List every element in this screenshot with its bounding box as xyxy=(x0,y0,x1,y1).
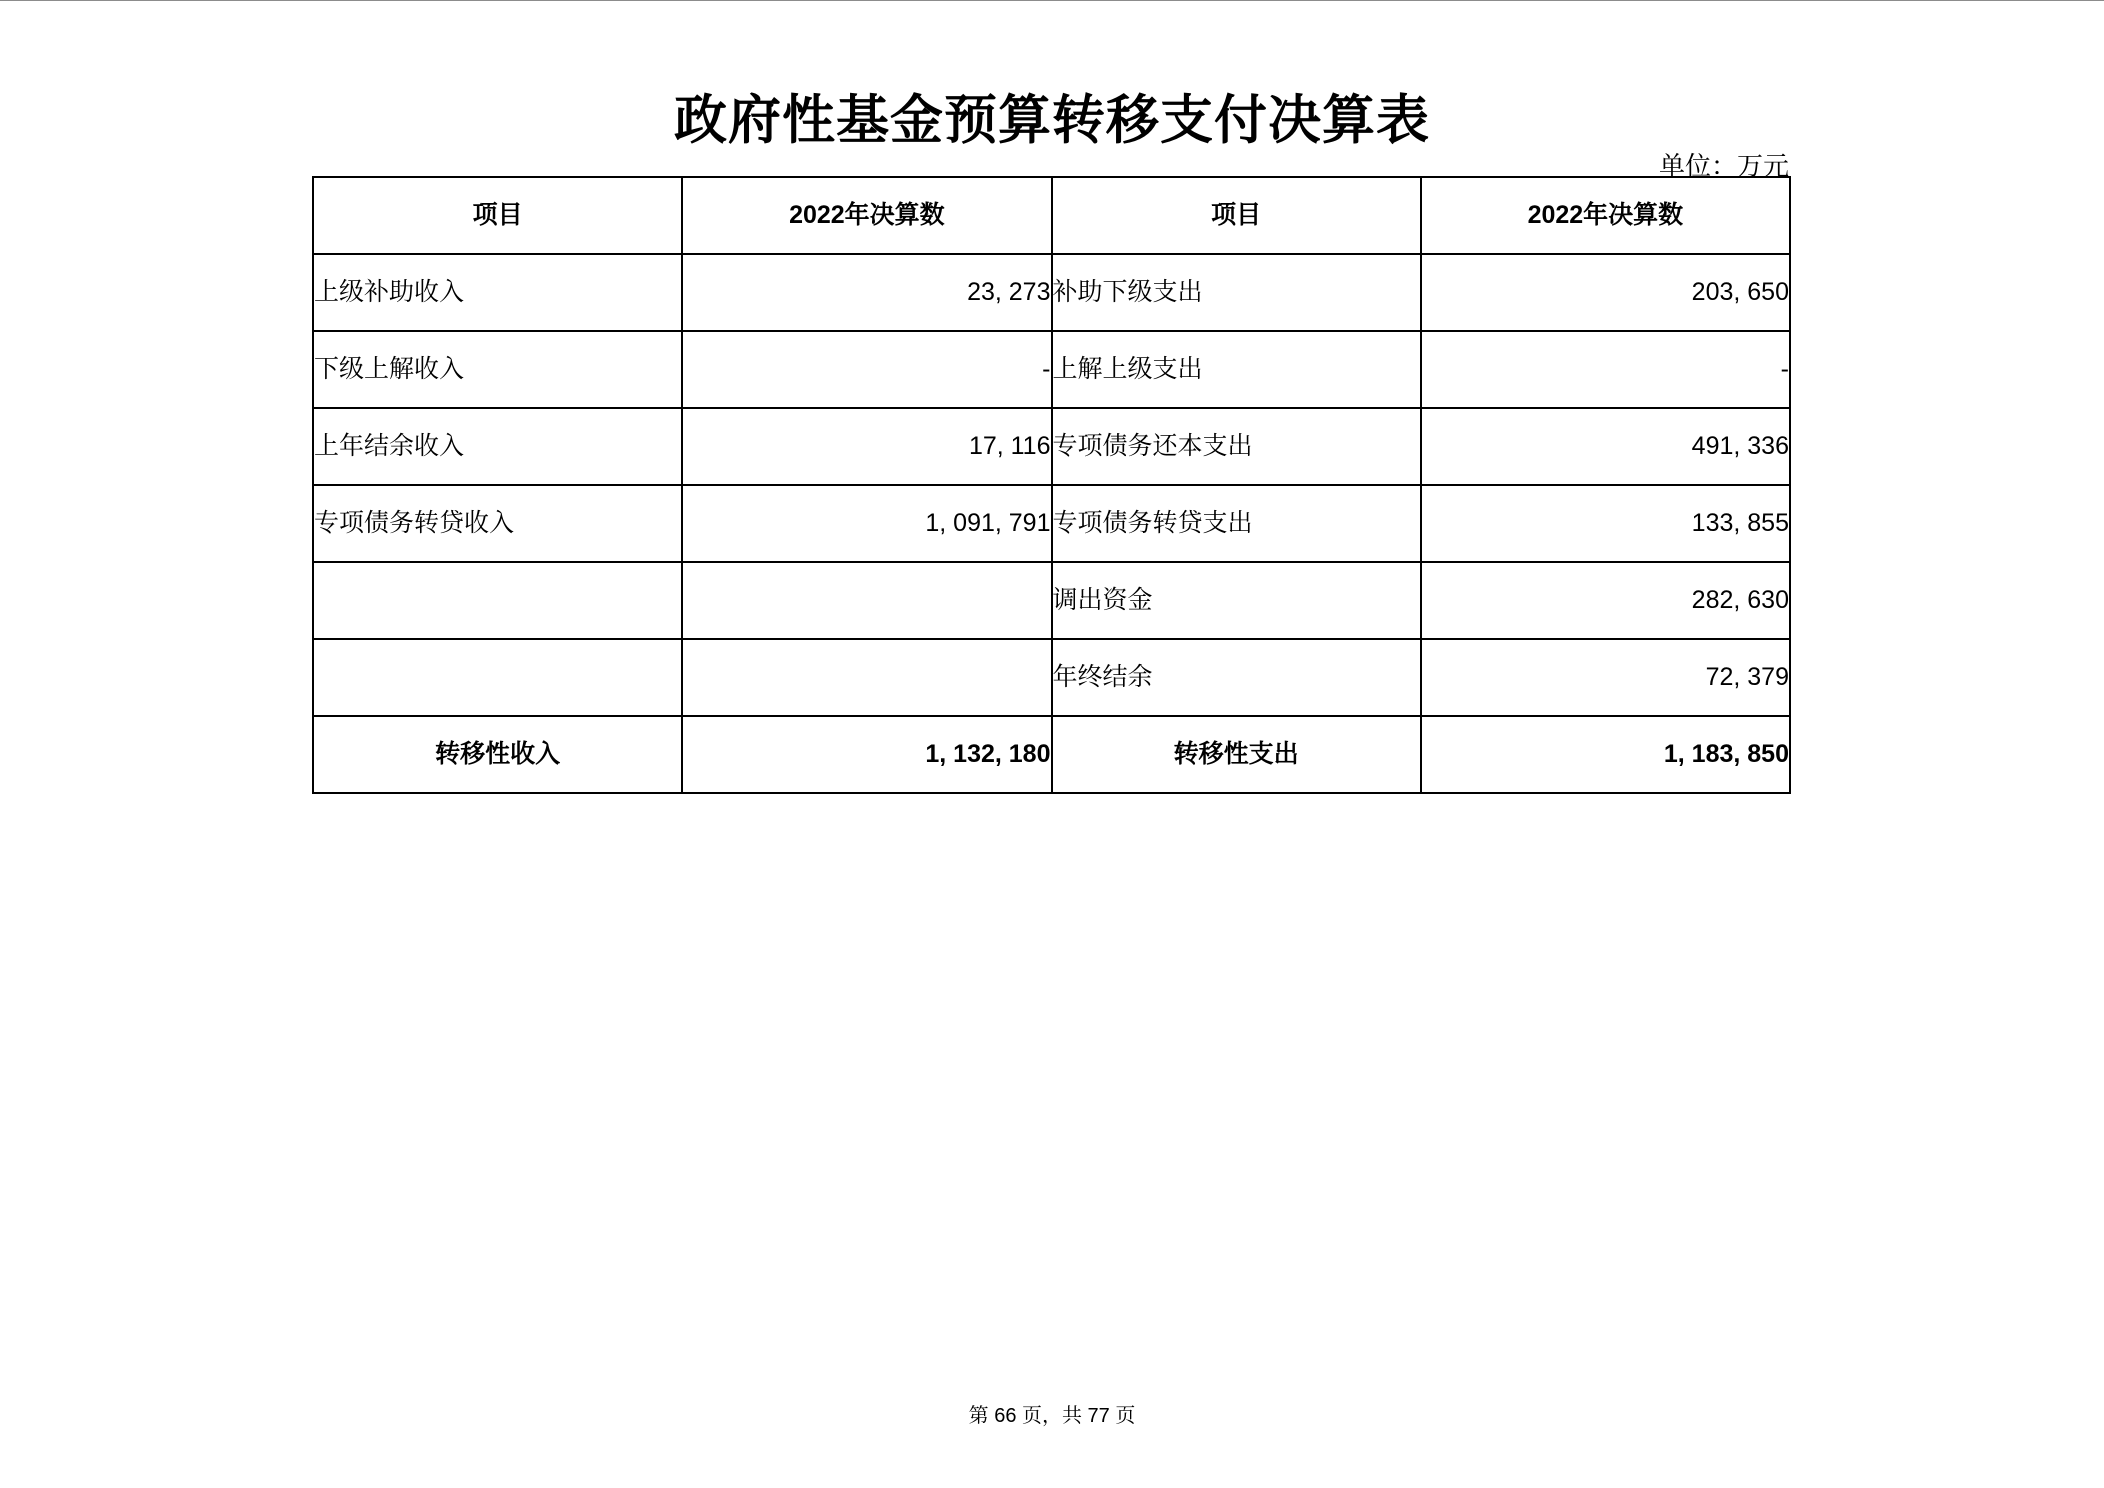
total-income-value: 1, 132, 180 xyxy=(682,716,1051,793)
right-value-cell: 282, 630 xyxy=(1421,562,1790,639)
left-item-cell: 上级补助收入 xyxy=(313,254,682,331)
left-item-cell xyxy=(313,639,682,716)
header-item-left: 项目 xyxy=(313,177,682,254)
top-border-rule xyxy=(0,0,2104,1)
table-row xyxy=(313,331,1790,408)
left-value-cell: 17, 116 xyxy=(682,408,1051,485)
total-expense-value: 1, 183, 850 xyxy=(1421,716,1790,793)
left-value-cell xyxy=(682,639,1051,716)
right-item-cell: 专项债务转贷支出 xyxy=(1052,485,1421,562)
header-value-left: 2022年决算数 xyxy=(682,177,1051,254)
table-row xyxy=(313,639,1790,716)
right-item-cell: 年终结余 xyxy=(1052,639,1421,716)
page-title: 政府性基金预算转移支付决算表 xyxy=(674,91,1430,150)
transfer-payment-table xyxy=(312,176,1791,794)
left-value-cell xyxy=(682,562,1051,639)
header-item-right: 项目 xyxy=(1052,177,1421,254)
left-item-cell xyxy=(313,562,682,639)
table-row xyxy=(313,562,1790,639)
page-number-footer: 第 66 页，共 77 页 xyxy=(968,1405,1136,1427)
left-value-cell: 1, 091, 791 xyxy=(682,485,1051,562)
table-row xyxy=(313,485,1790,562)
total-expense-label: 转移性支出 xyxy=(1052,716,1421,793)
header-value-right: 2022年决算数 xyxy=(1421,177,1790,254)
table-row xyxy=(313,408,1790,485)
table-row xyxy=(313,254,1790,331)
total-income-label: 转移性收入 xyxy=(313,716,682,793)
right-value-cell: 72, 379 xyxy=(1421,639,1790,716)
left-value-cell: - xyxy=(682,331,1051,408)
left-item-cell: 下级上解收入 xyxy=(313,331,682,408)
left-value-cell: 23, 273 xyxy=(682,254,1051,331)
left-item-cell: 上年结余收入 xyxy=(313,408,682,485)
right-value-cell: 133, 855 xyxy=(1421,485,1790,562)
right-item-cell: 专项债务还本支出 xyxy=(1052,408,1421,485)
right-item-cell: 上解上级支出 xyxy=(1052,331,1421,408)
table-total-row xyxy=(313,716,1790,793)
right-value-cell: 491, 336 xyxy=(1421,408,1790,485)
left-item-cell: 专项债务转贷收入 xyxy=(313,485,682,562)
table-header-row xyxy=(313,177,1790,254)
right-value-cell: 203, 650 xyxy=(1421,254,1790,331)
right-item-cell: 调出资金 xyxy=(1052,562,1421,639)
right-item-cell: 补助下级支出 xyxy=(1052,254,1421,331)
unit-label: 单位：万元 xyxy=(1658,151,1789,181)
right-value-cell: - xyxy=(1421,331,1790,408)
